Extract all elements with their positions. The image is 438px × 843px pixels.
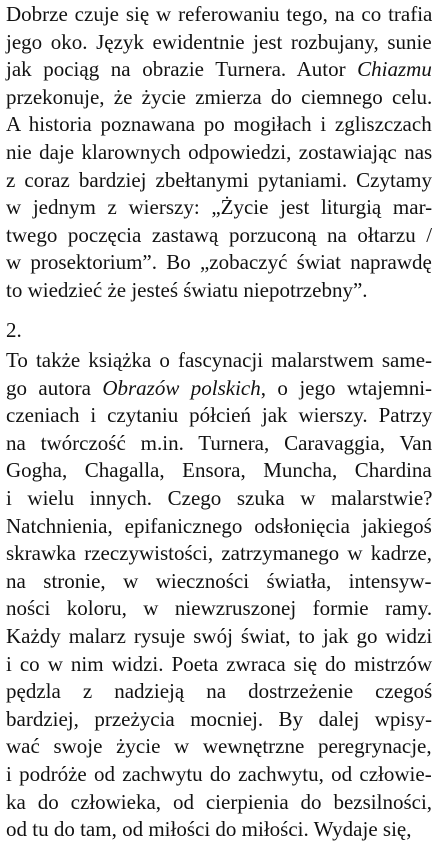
text-run: i co w nim widzi. Poeta zwraca się do mistrzów [6,651,433,676]
text-line [6,401,432,429]
text-run: Każdy malarz rysuje swój świat, to jak go widzi [6,624,433,648]
text-line [6,594,432,622]
text-run: w prosektorium”. Bo „zobaczyć świat naprawdę [6,250,432,275]
text-line [6,166,432,194]
text-run: ka do człowieka, od cierpienia do bezsilności, [6,789,433,814]
text-line [6,456,432,484]
text-run: twego poczęcia zastawą porzuconą na ołtarzu / [6,222,433,247]
text-line [6,28,432,56]
text-line [6,248,432,276]
text-line [6,276,368,304]
text-line [6,0,432,28]
text-line [6,512,432,540]
text-line [6,346,432,374]
text-run: skrawka rzeczywistości, zatrzymanego w kadrze, [6,541,432,566]
text-run: ności koloru, w niewzruszonej formie ramy. [6,596,433,621]
text-line [6,815,411,843]
text-line [6,788,432,816]
text-run: w jednym z wierszy: „Życie jest liturgią mar- [6,195,433,220]
text-run: to wiedzieć że jesteś światu niepotrzebny”. [6,278,368,302]
text-line [6,567,432,595]
text-run: Dobrze czuje się w referowaniu tego, na co trafia [6,2,433,26]
text-line [6,732,432,760]
text-run: jak pociąg na obrazie Turnera. Autor [6,57,358,82]
text-run: na stronie, w wieczności światła, intensyw- [6,568,432,593]
text-run: czeniach i czytaniu półcień jak wierszy. Patrzy [6,403,433,428]
text-run: bardziej, przeżycia mocniej. By dalej wpisy- [6,706,432,731]
text-run: Natchnienia, epifanicznego odsłonięcia jakiegoś [6,513,432,538]
text-run: z coraz bardziej zbełtanymi pytaniami. Czytamy [6,167,432,192]
text-line [6,622,432,650]
text-line [6,221,432,249]
text-line [6,677,432,705]
text-run: od tu do tam, od miłości do miłości. Wydaje się, [6,817,412,842]
text-line [6,55,432,83]
section-number: 2. [6,318,22,342]
text-run: nie daje klarownych odpowiedzi, zostawiając nas [6,140,433,164]
text-line [6,110,432,138]
text-line [6,193,432,221]
text-line [6,138,432,166]
text-line [6,650,432,678]
text-run: To także książka o fascynacji malarstwem same- [6,348,433,372]
text-line [6,539,432,567]
text-run: przekonuje, że życie zmierza do ciemnego celu. [6,84,433,109]
text-line [6,484,432,512]
text-run: jego oko. Język ewidentnie jest rozbujany, sunie [6,29,432,54]
text-run: i podróże od zachwytu do zachwytu, od człowie- [6,762,432,786]
text-run: wać swoje życie w wewnętrzne peregrynacje, [6,734,432,759]
text-run: , o jego wtajemni- [260,375,433,400]
text-run: Gogha, Chagalla, Ensora, Muncha, Chardina [6,458,432,483]
italic-title: Obrazów polskich [102,375,261,400]
text-line [6,705,432,733]
text-run: i wielu innych. Czego szuka w malarstwie? [6,486,433,510]
text-line [6,429,432,457]
text-run: na twórczość m.in. Turnera, Caravaggia, Van [6,430,433,455]
text-run: A historia poznawana po mogiłach i zgliszczach [6,112,432,137]
text-run: go autora [6,375,103,400]
text-line [6,760,432,788]
text-line [6,83,432,111]
italic-title: Chiazmu [357,57,432,82]
text-run: pędzla z nadzieją na dostrzeżenie czegoś [6,679,433,704]
text-line [6,374,432,402]
